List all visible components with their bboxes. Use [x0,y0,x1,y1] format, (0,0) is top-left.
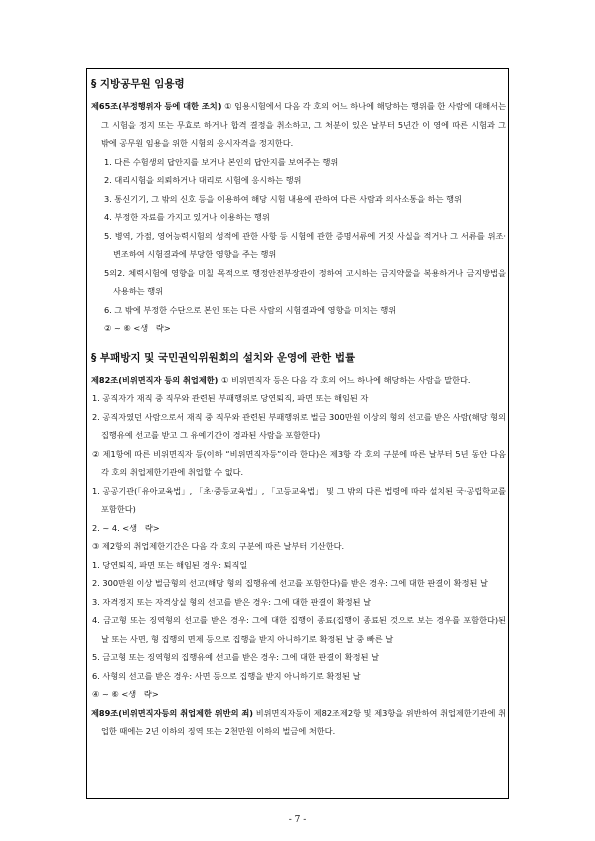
paragraph-text: 2. 공직자였던 사람으로서 재직 중 직무와 관련된 부패행위로 벌금 300만원 이상의 형의 선고를 받은 사람(해당 형의 집행유예 선고를 받고 그 유예기간이 경과된 사람을 포함한다) [92,411,509,440]
list-item [91,537,506,556]
list-item [91,301,506,320]
list-item [91,482,509,519]
article-heading: 제65조(부정행위자 등에 대한 조치) [91,101,222,111]
list-item [91,208,506,227]
paragraph-text: 4. 금고형 또는 징역형의 선고를 받은 경우: 그에 대한 집행이 종료(집행이 종료된 것으로 보는 경우를 포함한다)된 날 또는 사면, 형 집행의 면제 등으로 집행을 받지 아니하기로 확정된 날 중 빠른 날 [92,615,509,644]
list-item [91,153,506,172]
paragraph-text: 5의2. 체력시험에 영향을 미칠 목적으로 행정안전부장관이 정하여 고시하는 금지약물을 복용하거나 금지방법을 사용하는 행위 [104,267,509,296]
page-number: - 7 - [288,815,307,825]
list-item [91,556,506,575]
list-item [91,519,506,538]
paragraph-text: 1. 당연퇴직, 파면 또는 해임된 경우: 퇴직일 [92,559,248,570]
section-title: § 부패방지 및 국민권익위원회의 설치와 운영에 관한 법률 [91,351,356,364]
article-paragraph [91,704,506,741]
paragraph-text: 6. 그 밖에 부정한 수단으로 본인 또는 다른 사람의 시험결과에 영향을 미치는 행위 [104,304,397,315]
section-body [91,97,509,338]
list-item [91,389,506,408]
paragraph-text: 1. 공직자가 재직 중 직무와 관련된 부패행위로 당연퇴직, 파면 또는 해임된 자 [92,393,369,403]
paragraph-text: 5. 금고형 또는 징역형의 집행유예 선고를 받은 경우: 그에 대한 판결이 확정된 날 [92,652,379,662]
section-body [91,371,509,741]
paragraph-text: ④ ~ ⑥ <생 략> [92,689,159,699]
paragraph-text: 2. 300만원 이상 벌금형의 선고(해당 형의 집행유예 선고를 포함한다)를 받은 경우: 그에 대한 판결이 확정된 날 [92,578,488,588]
paragraph-text: ② ~ ⑥ <생 략> [104,323,171,333]
list-item [91,171,506,190]
list-item [91,190,506,209]
paragraph-text: 4. 부정한 자료를 가지고 있거나 이용하는 행위 [104,212,270,222]
paragraph-text: ③ 제2항의 취업제한기간은 다음 각 호의 구분에 따른 날부터 기산한다. [92,541,345,551]
paragraph-text: 2. ~ 4. <생 략> [92,522,160,533]
list-item [91,685,506,704]
article-paragraph [91,371,506,390]
list-item [91,574,506,593]
paragraph-text: 6. 사형의 선고를 받은 경우: 사면 등으로 집행을 받지 아니하기로 확정된 날 [92,670,361,681]
list-item [91,667,506,686]
list-item [91,227,506,264]
paragraph-text: 1. 다른 수험생의 답안지를 보거나 본인의 답안지를 보여주는 행위 [104,156,339,167]
paragraph-text: 3. 통신기기, 그 밖의 신호 등을 이용하여 해당 시험 내용에 관하여 다른 사람과 의사소통을 하는 행위 [104,193,462,204]
article-heading: 제82조(비위면직자 등의 취업제한) [91,374,219,385]
article-paragraph [91,97,509,153]
list-item [91,648,506,667]
paragraph-text: ① 비위면직자 등은 다음 각 호의 어느 하나에 해당하는 사람을 말한다. [218,374,471,385]
paragraph-text: 2. 대리시험을 의뢰하거나 대리로 시험에 응시하는 행위 [104,175,302,185]
list-item [91,611,509,648]
article-heading: 제89조(비위면직자등의 취업제한 위반의 죄) [91,707,254,718]
paragraph-text: 비위면직자등이 제82조제2항 및 제3항을 위반하여 취업제한기관에 취업한 때에는 2년 이하의 징역 또는 2천만원 이하의 벌금에 처한다. [101,707,506,736]
document-body [91,77,509,741]
list-item [91,264,509,301]
list-item [91,319,506,338]
section-title: § 지방공무원 임용령 [91,78,185,90]
paragraph-text: ① 임용시험에서 다음 각 호의 어느 하나에 해당하는 행위를 한 사람에 대해서는 그 시험을 정지 또는 무효로 하거나 합격 결정을 취소하고, 그 처분이 있은 날부터 5년간 이 영에 따른 시험과 그 밖에 공무원 임용을 위한 시험의 응시자격을 정지한다. [101,101,509,148]
list-item [91,408,509,445]
paragraph-text: 3. 자격정지 또는 자격상실 형의 선고를 받은 경우: 그에 대한 판결이 확정된 날 [92,596,372,607]
list-item [91,445,509,482]
paragraph-text: 5. 병역, 가점, 영어능력시험의 성적에 관한 사항 등 시험에 관한 증명서류에 거짓 사실을 적거나 그 서류를 위조·변조하여 시험결과에 부당한 영향을 주는 행위 [104,230,506,259]
list-item [91,593,506,612]
paragraph-text: 1. 공공기관(「유아교육법」, 「초·중등교육법」, 「고등교육법」 및 그 밖의 다른 법령에 따라 설치된 국·공립학교를 포함한다) [92,485,509,514]
paragraph-text: ② 제1항에 따른 비위면직자 등(이하 “비위면직자등”이라 한다)은 제3항 각 호의 구분에 따른 날부터 5년 동안 다음 각 호의 취업제한기관에 취업할 수 없다. [92,448,509,477]
